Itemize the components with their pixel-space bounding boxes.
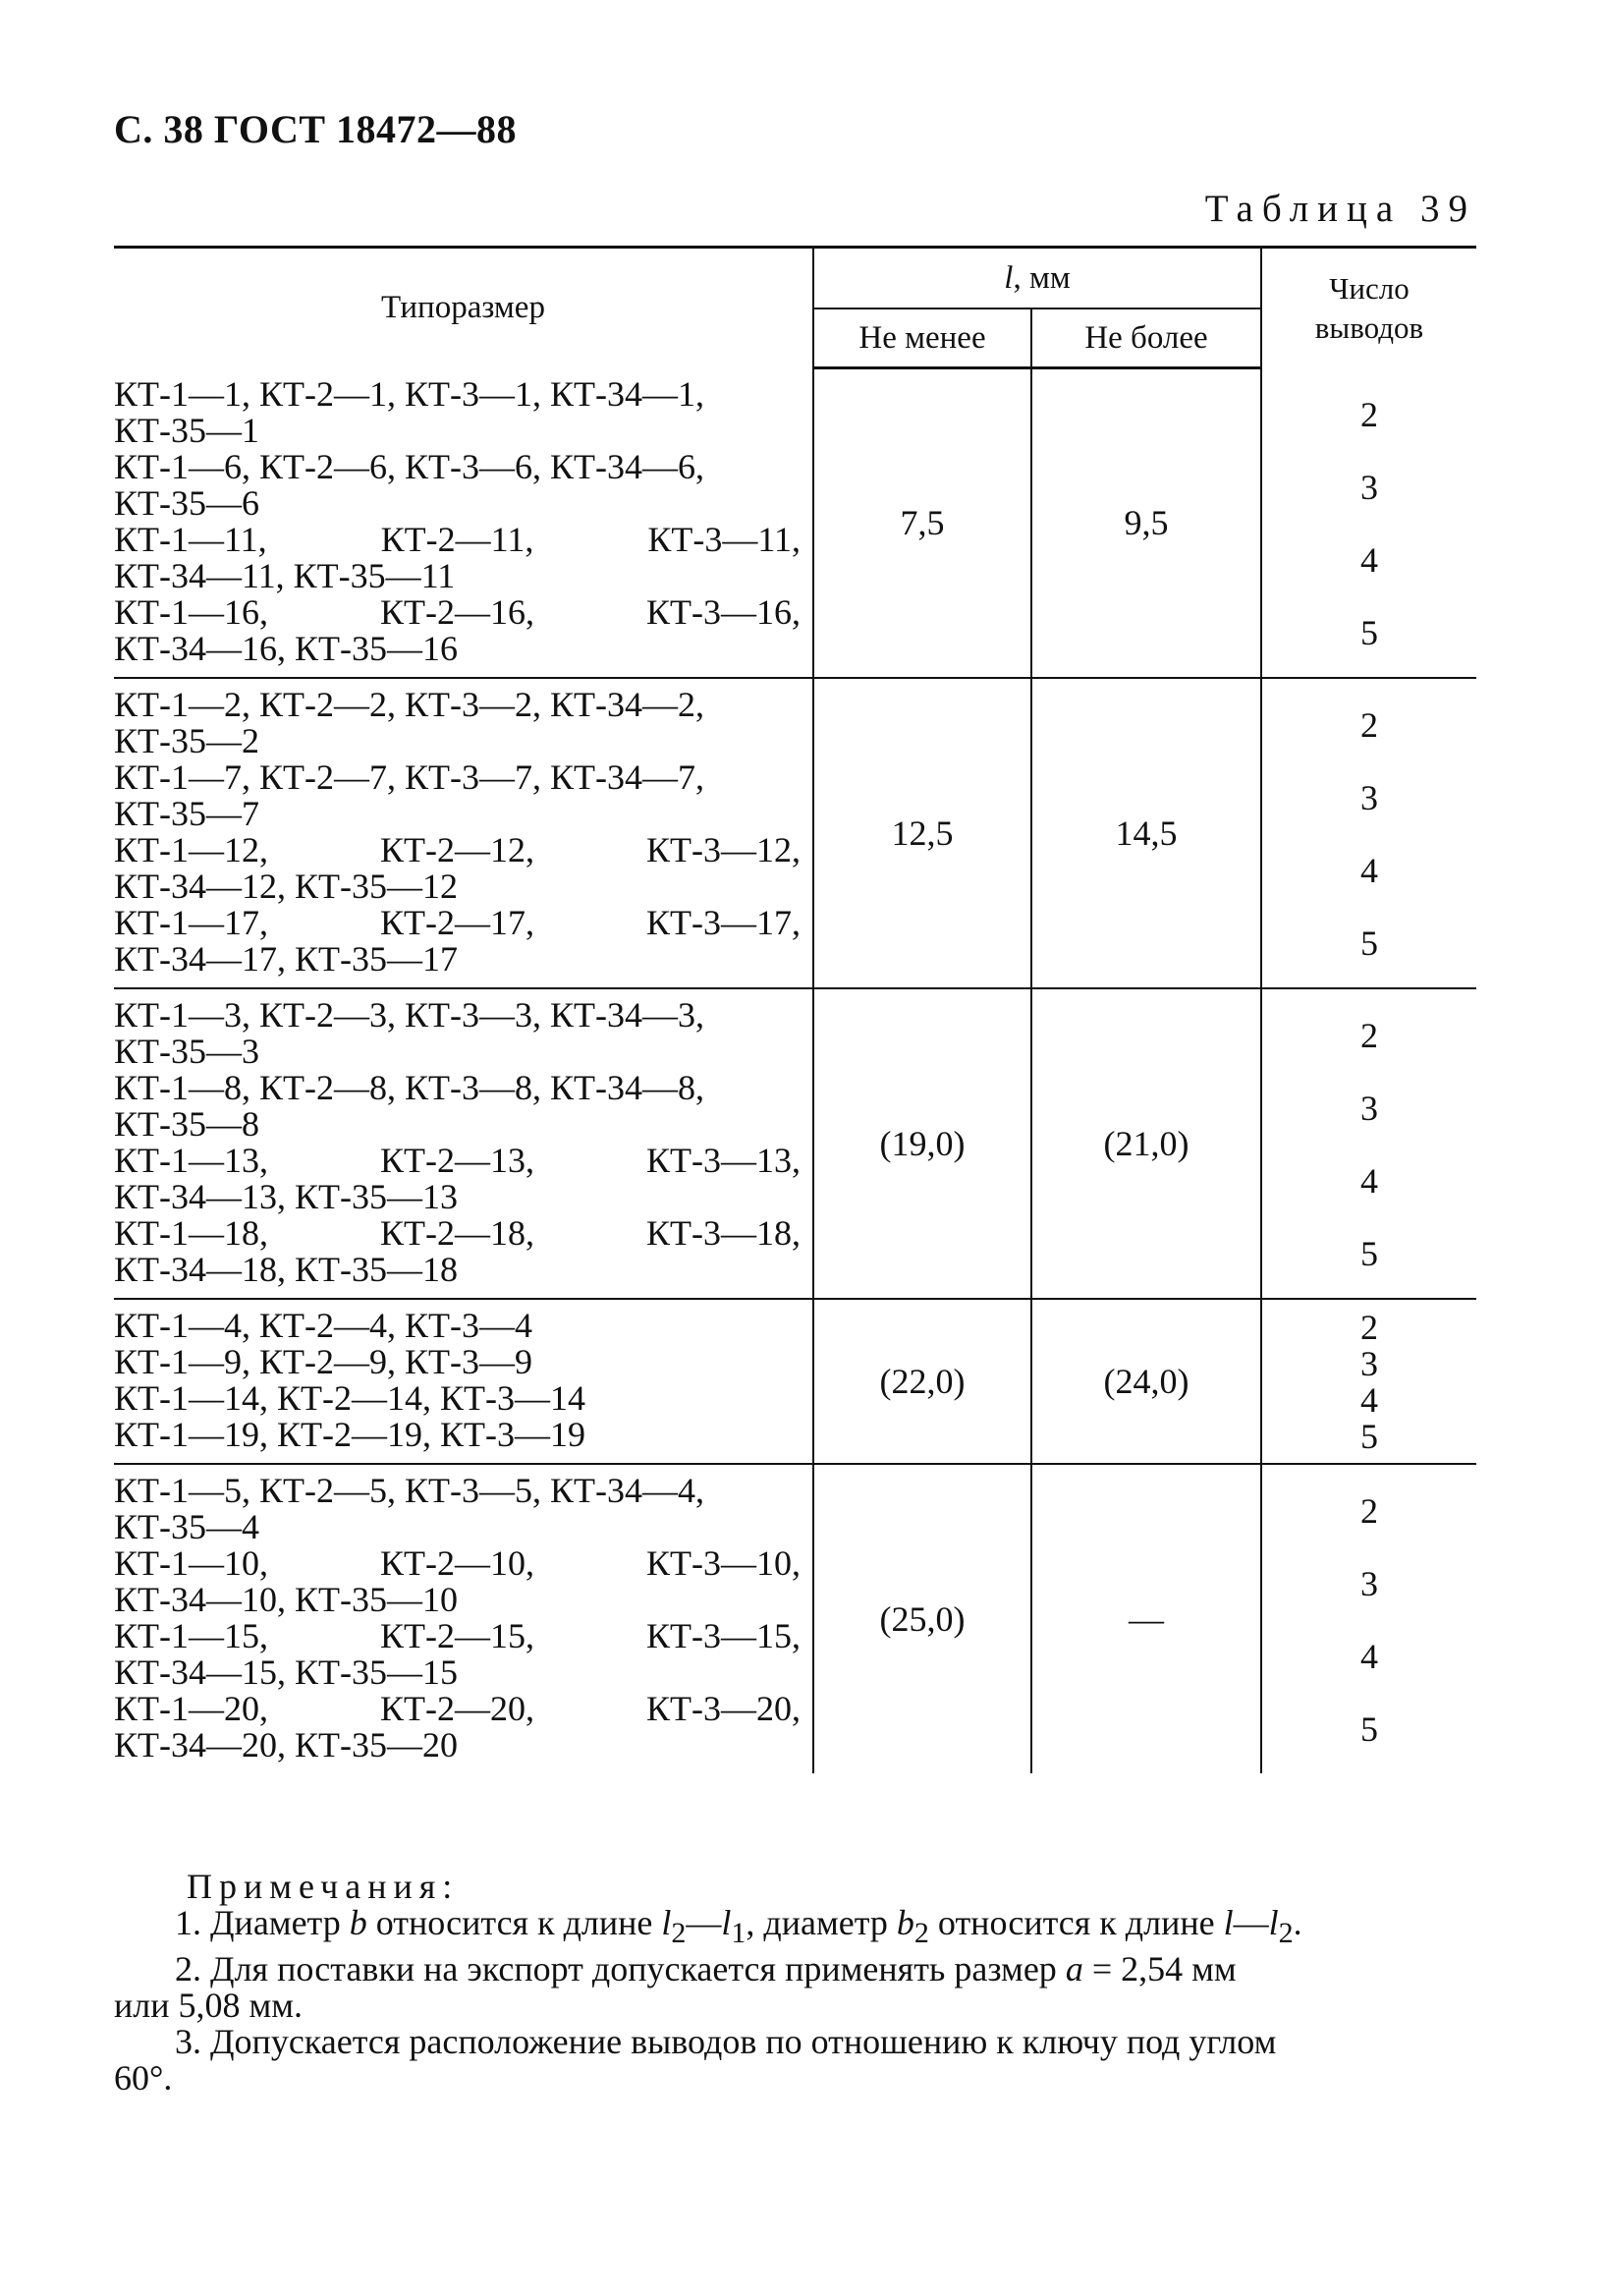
pin-count: 5 [1360, 1708, 1378, 1749]
note-1-sym: b [896, 1903, 914, 1942]
type-code: КТ-2—13, [380, 1140, 534, 1180]
type-cell [114, 678, 813, 988]
type-line [114, 1103, 801, 1144]
type-line [114, 994, 801, 1035]
header-type: Типоразмер [114, 248, 813, 368]
type-code: КТ-1—15, [114, 1615, 268, 1655]
type-line [114, 1031, 801, 1071]
max-length-cell: 14,5 [1031, 678, 1261, 988]
type-line [114, 1249, 801, 1289]
note-2 [114, 1951, 1479, 1988]
min-length-cell: 12,5 [813, 678, 1031, 988]
type-code: КТ-2—15, [380, 1615, 534, 1655]
note-1-sym: b [349, 1903, 367, 1942]
pin-count: 2 [1360, 1490, 1378, 1531]
type-line [114, 1212, 801, 1253]
pin-count: 2 [1360, 1308, 1378, 1347]
type-code: КТ-1—6, КТ-2—6, КТ-3—6, КТ-34—6, [114, 446, 704, 486]
type-line [114, 1506, 801, 1546]
pins-list [1360, 1310, 1378, 1455]
pin-count: 2 [1360, 394, 1378, 434]
type-line [114, 1470, 801, 1510]
type-line [114, 628, 801, 668]
note-1-text: — [1233, 1903, 1269, 1942]
note-2-text: 2. Для поставки на экспорт допускается применять размер [175, 1949, 1057, 1989]
pin-count: 4 [1360, 539, 1378, 580]
min-length-cell: (19,0) [813, 988, 1031, 1299]
type-cell [114, 1299, 813, 1464]
table-caption: Таблица 39 [1204, 188, 1476, 230]
type-code: КТ-2—17, [380, 902, 534, 942]
type-code: КТ-2—16, [380, 591, 534, 632]
pin-count: 3 [1360, 1344, 1378, 1383]
type-line [114, 519, 801, 559]
type-line [114, 1688, 801, 1728]
type-line [114, 1176, 801, 1216]
pins-list [1360, 394, 1378, 652]
type-code: КТ-34—16, КТ-35—16 [114, 628, 458, 668]
type-code: КТ-1—9, КТ-2—9, КТ-3—9 [114, 1341, 532, 1381]
type-code: КТ-1—14, КТ-2—14, КТ-3—14 [114, 1377, 585, 1418]
type-line [114, 1654, 801, 1691]
pin-count: 4 [1360, 850, 1378, 890]
type-code: КТ-1—7, КТ-2—7, КТ-3—7, КТ-34—7, [114, 756, 704, 797]
pins-list [1360, 704, 1378, 963]
type-line [114, 1341, 801, 1381]
type-line [114, 902, 801, 942]
pin-count: 4 [1360, 1160, 1378, 1201]
pins-cell [1261, 368, 1476, 678]
pins-list [1360, 1015, 1378, 1273]
type-line [114, 720, 801, 760]
header-length [813, 248, 1261, 309]
type-code: КТ-1—2, КТ-2—2, КТ-3—2, КТ-34—2, [114, 684, 704, 724]
type-code: КТ-1—12, [114, 829, 268, 869]
pin-count: 5 [1360, 612, 1378, 652]
type-code: КТ-3—13, [646, 1140, 801, 1180]
pin-count: 5 [1360, 1233, 1378, 1273]
header-length-unit: , мм [1013, 259, 1071, 296]
header-min: Не менее [813, 308, 1031, 368]
note-1-sub: 2 [913, 1917, 929, 1950]
note-1-sub: 1 [731, 1917, 747, 1950]
note-2-sym: a [1065, 1949, 1083, 1989]
type-code: КТ-1—20, [114, 1688, 268, 1728]
pins-cell [1261, 1464, 1476, 1773]
type-line [114, 410, 801, 450]
table-row [114, 1464, 1476, 1773]
note-1-text: относится к длине [366, 1903, 662, 1942]
type-code: КТ-3—12, [646, 829, 801, 869]
min-length-cell: (22,0) [813, 1299, 1031, 1464]
pin-count: 2 [1360, 704, 1378, 745]
page-header: С. 38 ГОСТ 18472—88 [114, 107, 518, 151]
note-2-text: = 2,54 мм [1082, 1949, 1237, 1989]
max-length-cell: (21,0) [1031, 988, 1261, 1299]
note-1-sym: l [661, 1903, 672, 1942]
type-line [114, 1305, 801, 1345]
note-1-sym: l [1268, 1903, 1279, 1942]
pin-count: 3 [1360, 1563, 1378, 1603]
type-code: КТ-34—17, КТ-35—17 [114, 938, 458, 979]
type-cell [114, 1464, 813, 1773]
note-1-sub: 2 [1278, 1917, 1294, 1950]
pins-cell [1261, 988, 1476, 1299]
type-line [114, 1140, 801, 1180]
note-1-sym: l [721, 1903, 732, 1942]
header-max: Не более [1031, 308, 1261, 368]
type-code: КТ-1—19, КТ-2—19, КТ-3—19 [114, 1414, 585, 1454]
type-code: КТ-1—3, КТ-2—3, КТ-3—3, КТ-34—3, [114, 994, 704, 1035]
type-code: КТ-3—20, [646, 1688, 801, 1728]
type-code: КТ-1—16, [114, 591, 268, 632]
type-code: КТ-1—13, [114, 1140, 268, 1180]
type-code: КТ-35—4 [114, 1506, 259, 1546]
type-code: КТ-1—17, [114, 902, 268, 942]
type-code: КТ-34—18, КТ-35—18 [114, 1249, 458, 1289]
dimensions-table [114, 246, 1476, 1773]
type-line [114, 591, 801, 632]
note-2-cont: или 5,08 мм. [114, 1986, 304, 2026]
type-code: КТ-34—20, КТ-35—20 [114, 1724, 458, 1764]
type-code: КТ-2—18, [380, 1212, 534, 1253]
type-line [114, 373, 801, 414]
table-row [114, 678, 1476, 988]
type-line [114, 446, 801, 486]
type-code: КТ-2—12, [380, 829, 534, 869]
type-line [114, 1414, 801, 1454]
note-1-text: 1. Диаметр [175, 1903, 350, 1942]
type-line [114, 482, 801, 523]
note-3-cont: 60°. [114, 2058, 173, 2099]
type-code: КТ-1—11, [114, 519, 267, 559]
type-code: КТ-3—18, [646, 1212, 801, 1253]
pin-count: 3 [1360, 1088, 1378, 1128]
pin-count: 2 [1360, 1015, 1378, 1055]
notes-title: Примечания: [187, 1867, 460, 1906]
note-1-text: . [1293, 1903, 1302, 1942]
type-line [114, 1615, 801, 1655]
type-line [114, 1067, 801, 1107]
max-length-cell: (24,0) [1031, 1299, 1261, 1464]
type-code: КТ-1—8, КТ-2—8, КТ-3—8, КТ-34—8, [114, 1067, 704, 1107]
type-code: КТ-34—10, КТ-35—10 [114, 1579, 458, 1619]
min-length-cell: 7,5 [813, 368, 1031, 678]
min-length-cell: (25,0) [813, 1464, 1031, 1773]
type-code: КТ-2—11, [380, 519, 534, 559]
pins-list [1360, 1490, 1378, 1749]
pin-count: 5 [1360, 923, 1378, 963]
type-line [114, 1724, 801, 1764]
type-code: КТ-35—7 [114, 793, 259, 833]
type-code: КТ-34—11, КТ-35—11 [114, 555, 456, 595]
note-3: 3. Допускается расположение выводов по отношению к ключу под углом [175, 2022, 1277, 2062]
type-line [114, 684, 801, 724]
header-pins [1261, 248, 1476, 368]
type-line [114, 1542, 801, 1583]
note-1-sym: l [1223, 1903, 1234, 1942]
type-code: КТ-34—15, КТ-35—15 [114, 1652, 458, 1692]
type-code: КТ-3—10, [646, 1542, 801, 1583]
type-code: КТ-35—6 [114, 482, 259, 523]
note-1-sub: 2 [671, 1917, 687, 1950]
type-cell [114, 988, 813, 1299]
pins-cell [1261, 1299, 1476, 1464]
type-line [114, 756, 801, 797]
pin-count: 4 [1360, 1636, 1378, 1676]
table-row [114, 1299, 1476, 1464]
type-code: КТ-35—3 [114, 1031, 259, 1071]
type-cell [114, 368, 813, 678]
type-line [114, 938, 801, 979]
type-code: КТ-2—10, [380, 1542, 534, 1583]
header-length-symbol: l [1004, 259, 1014, 296]
pin-count: 4 [1360, 1380, 1378, 1420]
header-pins-text: Число выводов [1314, 270, 1424, 345]
type-code: КТ-3—15, [646, 1615, 801, 1655]
table-row [114, 368, 1476, 678]
type-code: КТ-1—4, КТ-2—4, КТ-3—4 [114, 1305, 532, 1345]
type-line [114, 868, 801, 905]
note-1-text: — [686, 1903, 722, 1942]
type-code: КТ-1—18, [114, 1212, 268, 1253]
notes [114, 1869, 1479, 2097]
type-line [114, 555, 801, 595]
type-code: КТ-35—8 [114, 1103, 259, 1144]
type-line [114, 1579, 801, 1619]
type-code: КТ-1—5, КТ-2—5, КТ-3—5, КТ-34—4, [114, 1470, 704, 1510]
type-code: КТ-34—12, КТ-35—12 [114, 866, 458, 906]
type-code: КТ-1—1, КТ-2—1, КТ-3—1, КТ-34—1, [114, 373, 704, 414]
note-1 [114, 1905, 1479, 1951]
max-length-cell: — [1031, 1464, 1261, 1773]
type-line [114, 793, 801, 833]
pins-cell [1261, 678, 1476, 988]
type-code: КТ-1—10, [114, 1542, 268, 1583]
type-code: КТ-3—17, [646, 902, 801, 942]
type-code: КТ-34—13, КТ-35—13 [114, 1176, 458, 1216]
max-length-cell: 9,5 [1031, 368, 1261, 678]
note-1-text: , диаметр [746, 1903, 897, 1942]
pin-count: 3 [1360, 777, 1378, 817]
type-code: КТ-35—2 [114, 720, 259, 760]
type-line [114, 829, 801, 869]
pin-count: 3 [1360, 467, 1378, 507]
table-row [114, 988, 1476, 1299]
note-1-text: относится к длине [928, 1903, 1224, 1942]
type-code: КТ-2—20, [380, 1688, 534, 1728]
type-code: КТ-3—11, [647, 519, 801, 559]
type-code: КТ-3—16, [646, 591, 801, 632]
type-code: КТ-35—1 [114, 410, 259, 450]
type-line [114, 1377, 801, 1418]
pin-count: 5 [1360, 1417, 1378, 1456]
